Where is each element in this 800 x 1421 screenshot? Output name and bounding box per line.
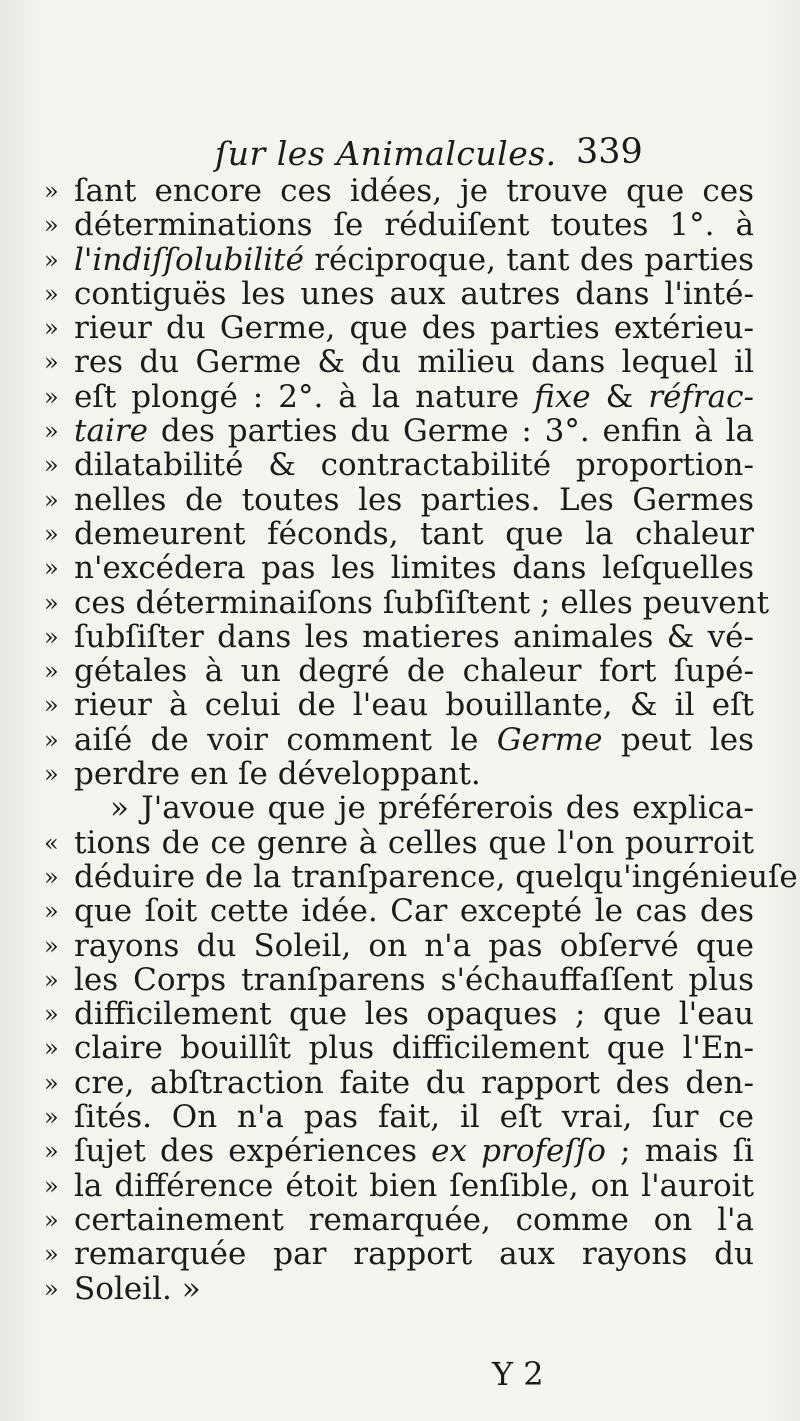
line-text (74, 826, 754, 860)
line-text (74, 620, 754, 654)
line-text (74, 1066, 754, 1100)
text-line (44, 620, 754, 654)
text-line (44, 858, 798, 895)
quote-mark: » (44, 177, 59, 205)
line-text (74, 1100, 754, 1134)
quote-mark: » (44, 554, 59, 583)
quote-mark: » (44, 314, 59, 343)
line-text (74, 654, 754, 688)
text-segment: ſités. On n'a pas fait, il eſt vrai, ſur ce (74, 1099, 754, 1136)
quote-mark: » (44, 897, 59, 926)
line-text (74, 997, 754, 1031)
quote-mark: « (44, 828, 59, 857)
text-line (44, 584, 770, 621)
text-line (44, 963, 754, 997)
text-segment: réciproque, tant des parties (303, 241, 754, 278)
line-text (74, 311, 754, 345)
line-text (74, 174, 754, 208)
text-segment: certainement remarquée, comme on l'a (74, 1201, 754, 1238)
line-text (74, 277, 754, 311)
text-segment: nelles de toutes les parties. Les Germes (74, 481, 754, 518)
text-line (44, 757, 754, 791)
text-line (44, 517, 754, 551)
quote-mark: » (44, 348, 59, 377)
text-line (44, 929, 754, 963)
line-text (74, 483, 754, 517)
text-segment: les Corps tranſparens s'échauffaſſent plus (74, 961, 754, 998)
quote-mark: » (44, 245, 59, 274)
quote-mark: » (44, 725, 59, 754)
quote-mark: » (44, 451, 59, 480)
text-line (44, 1203, 754, 1237)
line-text (74, 586, 769, 620)
text-segment: rieur à celui de l'eau bouillante, & il eſt (74, 687, 754, 724)
quote-mark: » (44, 622, 59, 651)
quote-mark (44, 791, 74, 825)
quote-mark: » (44, 1103, 59, 1132)
text-segment: & (590, 378, 649, 415)
line-text (74, 448, 754, 482)
page-header (0, 128, 800, 178)
quote-mark: » (44, 1137, 59, 1166)
text-line (44, 208, 754, 242)
quote-mark: » (44, 1205, 59, 1234)
italic-segment: fixe (534, 378, 591, 415)
line-text (74, 1272, 754, 1306)
text-line (44, 311, 754, 345)
quote-mark: » (44, 211, 59, 240)
text-segment: ; mais ſi (605, 1133, 754, 1170)
text-line (44, 654, 754, 688)
text-segment: déterminations ſe réduiſent toutes 1°. à (74, 207, 754, 244)
line-text (74, 517, 754, 551)
italic-segment: l'indiſſolubilité (74, 241, 304, 278)
text-segment: perdre en ſe développant. (74, 756, 481, 793)
text-line (44, 723, 754, 757)
line-text (74, 243, 754, 277)
line-text (74, 860, 798, 894)
text-line (44, 894, 754, 928)
text-line (44, 1066, 754, 1100)
text-segment: claire bouillît plus difficilement que l'En- (74, 1030, 754, 1067)
line-text (74, 1031, 754, 1065)
quote-mark: » (44, 1171, 59, 1200)
text-line (44, 1100, 754, 1134)
text-line (44, 826, 754, 860)
line-text (74, 791, 754, 825)
text-segment: contiguës les unes aux autres dans l'inté- (74, 275, 754, 312)
running-title: ſur les Animalcules. (215, 134, 557, 173)
text-line (44, 414, 754, 448)
line-text (74, 723, 754, 757)
italic-segment: ex profeſſo (431, 1133, 606, 1170)
line-text (74, 688, 754, 722)
quote-mark: » (44, 965, 59, 994)
text-segment: déduire de la tranſparence, quelqu'ingénieuſe (74, 858, 798, 895)
quote-mark: » (44, 417, 59, 446)
text-line (44, 1031, 754, 1065)
line-text (74, 1237, 754, 1271)
text-line (44, 1169, 754, 1203)
quote-mark: » (44, 279, 59, 308)
text-segment: ſujet des expériences (74, 1133, 432, 1170)
signature-mark: Y 2 (492, 1355, 544, 1393)
text-line (44, 277, 754, 311)
text-segment: dilatabilité & contractabilité proportion- (74, 447, 754, 484)
quote-mark: » (44, 1240, 59, 1269)
text-segment: remarquée par rapport aux rayons du (74, 1236, 754, 1273)
italic-segment: taire (74, 413, 149, 450)
text-line (44, 345, 754, 379)
italic-segment: réfrac- (648, 378, 754, 415)
quote-mark: » (44, 657, 59, 686)
body-text (44, 173, 798, 1307)
line-text (74, 380, 754, 414)
line-text (74, 757, 754, 791)
text-line (44, 448, 754, 482)
text-segment: la différence étoit bien ſenſible, on l'auroit (74, 1167, 754, 1204)
text-segment: Soleil. » (74, 1270, 201, 1307)
text-segment: peut les (602, 721, 754, 758)
text-segment: ſant encore ces idées, je trouve que ces (74, 173, 754, 209)
text-line (44, 997, 754, 1031)
quote-mark: » (44, 588, 59, 617)
text-segment: tions de ce genre à celles que l'on pourroit (74, 824, 754, 861)
quote-mark: » (44, 485, 59, 514)
line-text (74, 1134, 754, 1168)
text-line (44, 1134, 754, 1168)
line-text (74, 963, 754, 997)
text-segment: que ſoit cette idée. Car excepté le cas des (74, 893, 754, 930)
quote-mark: » (44, 382, 59, 411)
text-segment: cre, abſtraction faite du rapport des den- (74, 1064, 754, 1101)
quote-mark: » (44, 760, 59, 789)
text-line (44, 688, 754, 722)
quote-mark: » (44, 862, 59, 891)
line-text (74, 1169, 754, 1203)
text-segment: ſubſiſter dans les matieres animales & vé- (74, 618, 754, 655)
text-line (44, 791, 754, 825)
page-number: 339 (576, 132, 643, 172)
text-segment: des parties du Germe : 3°. enfin à la (148, 413, 754, 450)
text-line (44, 380, 754, 414)
text-line (44, 174, 754, 208)
text-line (44, 483, 754, 517)
text-segment: eſt plongé : 2°. à la nature (74, 378, 535, 415)
text-line (44, 551, 754, 585)
quote-mark: » (44, 1000, 59, 1029)
quote-mark: » (44, 691, 59, 720)
text-segment: res du Germe & du milieu dans lequel il (74, 344, 754, 381)
line-text (74, 551, 754, 585)
line-text (74, 414, 754, 448)
quote-mark: » (44, 519, 59, 548)
text-segment: rayons du Soleil, on n'a pas obſervé que (74, 927, 754, 964)
line-text (74, 894, 754, 928)
quote-mark: » (44, 1068, 59, 1097)
text-line (44, 243, 754, 277)
quote-mark: » (44, 1274, 59, 1303)
text-segment: gétales à un degré de chaleur fort ſupé- (74, 653, 754, 690)
text-segment: rieur du Germe, que des parties extérieu- (74, 310, 754, 347)
line-text (74, 208, 754, 242)
text-segment: ces déterminaiſons ſubſiſtent ; elles peuvent (74, 584, 770, 621)
text-line (44, 1237, 754, 1271)
quote-mark: » (44, 931, 59, 960)
quote-mark: » (44, 1034, 59, 1063)
text-segment: demeurent féconds, tant que la chaleur (74, 515, 754, 552)
text-segment: aiſé de voir comment le (74, 721, 497, 758)
italic-segment: Germe (496, 721, 603, 758)
text-line (44, 1272, 754, 1306)
text-segment: » J'avoue que je préférerois des explica- (110, 790, 754, 827)
line-text (74, 345, 754, 379)
text-segment: difficilement que les opaques ; que l'eau (74, 996, 754, 1033)
line-text (74, 929, 754, 963)
text-segment: n'excédera pas les limites dans leſquelles (74, 550, 754, 587)
line-text (74, 1203, 754, 1237)
